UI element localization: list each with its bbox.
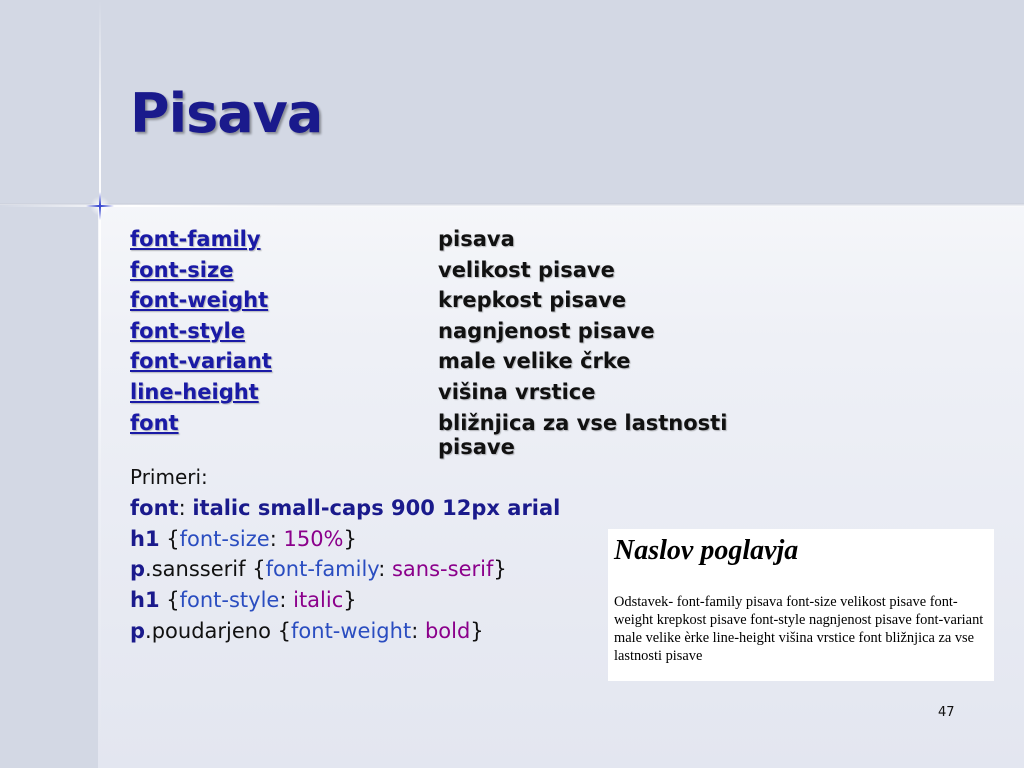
property-row [130,408,830,459]
property-link-font-family[interactable]: font-family [130,227,261,251]
property-row [130,285,830,316]
preview-paragraph: Odstavek- font-family pisava font-size velikost pisave font-weight krepkost pisave font-style nagnjenost pisave font-variant male velike èrke line-height višina vrstice font bližnjica za vse lastnosti pisave [614,594,984,664]
example-open-brace: { [245,557,266,582]
property-description: višina vrstice [438,379,596,404]
vertical-glint [99,0,101,768]
property-link-font-style[interactable]: font-style [130,318,245,343]
example-open-brace: { [270,618,292,643]
example-separator: : [269,526,284,551]
property-link-font[interactable]: font [130,410,179,435]
example-open-brace: { [159,526,180,551]
example-class: .sansserif [145,557,246,582]
property-link-line-height[interactable]: line-height [130,379,259,404]
example-separator: : [378,557,392,582]
property-link-font-size[interactable]: font-size [130,257,234,282]
example-line [130,493,600,524]
example-property: font [130,495,179,520]
example-class: .poudarjeno [145,618,271,643]
example-value: bold [424,618,471,643]
example-line [130,585,600,616]
property-row [130,224,830,255]
example-separator: : [279,588,294,613]
horizontal-glint [0,205,330,207]
preview-heading: Naslov poglavja [614,535,799,566]
example-separator: : [411,618,425,643]
example-close-brace: } [343,588,357,613]
example-value: italic small-caps 900 12px arial [192,495,561,520]
examples-block [130,462,600,647]
property-row [130,316,830,347]
page-number: 47 [938,705,955,720]
rendered-preview [608,529,994,681]
example-value: sans-serif [391,557,494,582]
example-selector: p [130,618,146,643]
property-description: krepkost pisave [438,288,627,313]
example-line [130,554,600,585]
left-band [0,205,98,768]
examples-label: Primeri: [130,465,208,489]
example-value: italic [293,588,344,613]
property-description: velikost pisave [438,257,615,282]
property-row [130,377,830,408]
sparkle-icon [86,192,114,220]
property-link-font-variant[interactable]: font-variant [130,349,272,374]
example-property: font-family [265,557,379,582]
example-close-brace: } [470,618,484,643]
property-list [130,224,830,459]
example-property: font-style [179,588,280,613]
example-property: font-weight [291,618,412,643]
example-selector: h1 [130,526,160,551]
example-selector: h1 [130,588,160,613]
property-row [130,255,830,286]
example-open-brace: { [159,588,180,613]
page-title: Pisava [130,82,323,145]
example-close-brace: } [343,526,357,551]
example-close-brace: } [493,557,507,582]
example-value: 150% [283,526,344,551]
property-description: male velike črke [438,349,631,374]
example-line [130,524,600,555]
property-description: pisava [438,227,515,251]
property-row [130,346,830,377]
property-link-font-weight[interactable]: font-weight [130,288,269,313]
example-line [130,616,600,647]
property-description: nagnjenost pisave [438,318,655,343]
example-separator: : [178,495,193,520]
example-selector: p [130,557,146,582]
property-description: bližnjica za vse lastnosti pisave [438,410,728,459]
example-property: font-size [179,526,270,551]
